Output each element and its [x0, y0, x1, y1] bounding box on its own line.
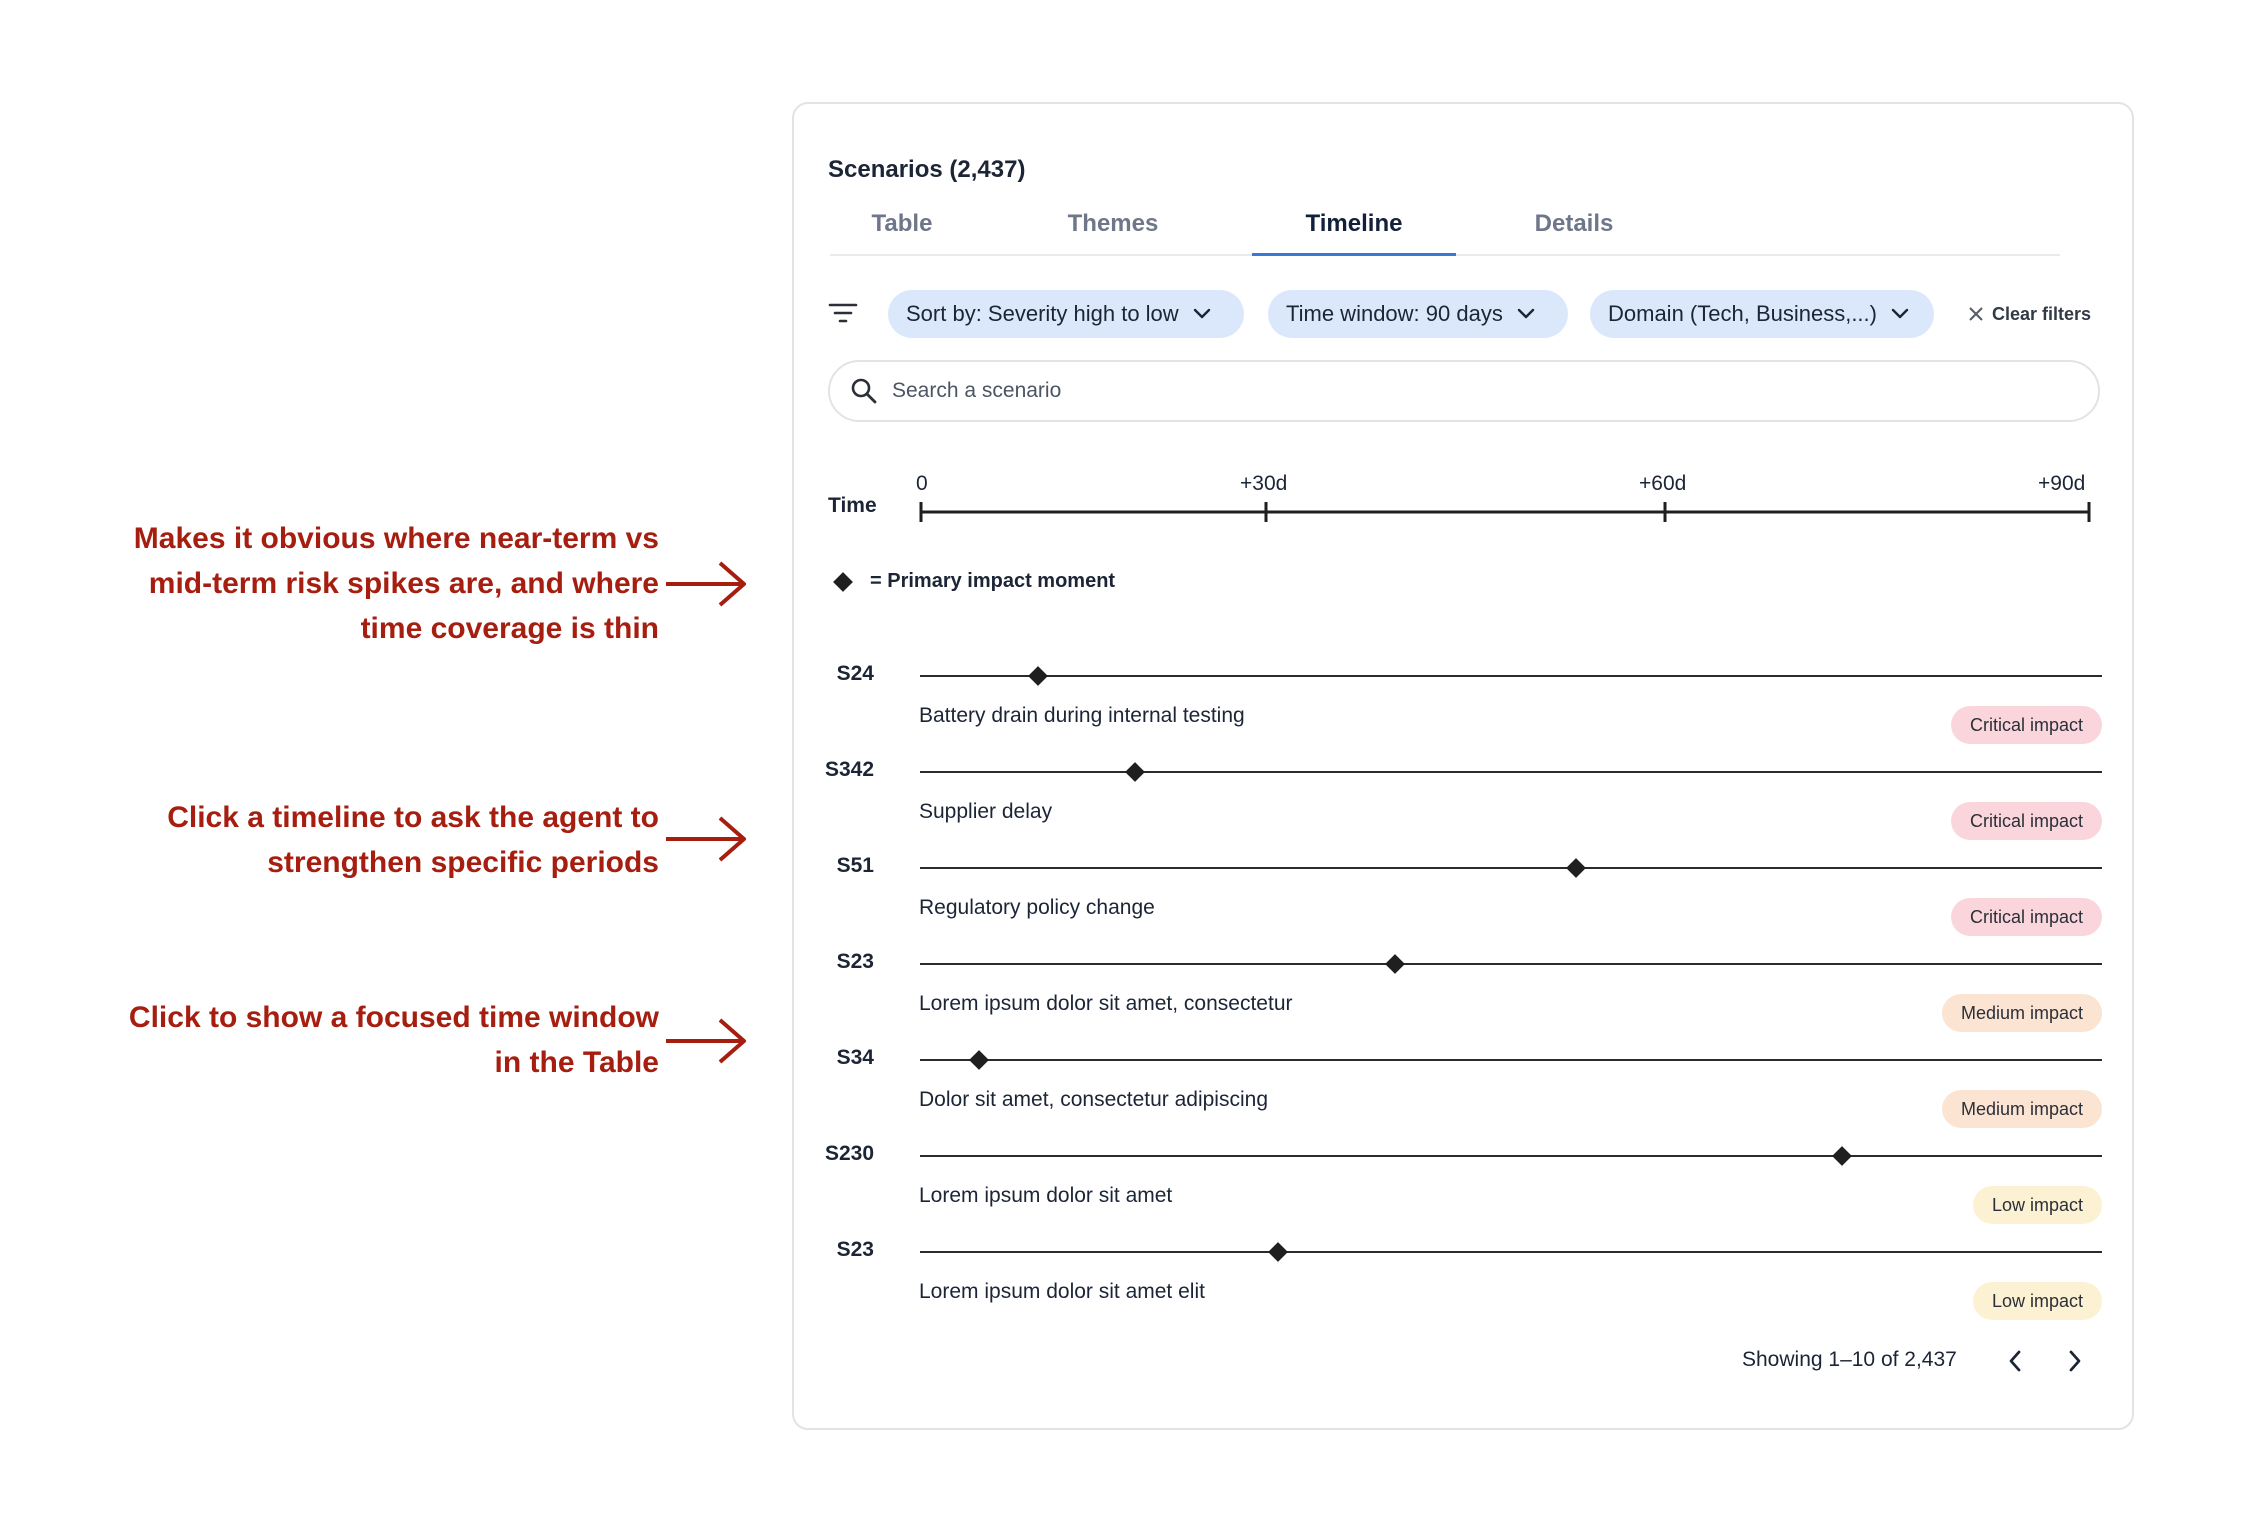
- scenario-id: S342: [824, 758, 874, 781]
- impact-moment-marker[interactable]: [1833, 1146, 1853, 1166]
- impact-moment-marker[interactable]: [969, 1050, 989, 1070]
- scenario-title: Dolor sit amet, consectetur adipiscing: [919, 1088, 1268, 1111]
- close-icon: [1968, 306, 1984, 322]
- impact-badge: Low impact: [1973, 1282, 2102, 1320]
- scenario-timeline[interactable]: [920, 1155, 2102, 1157]
- legend-label: = Primary impact moment: [870, 570, 1116, 592]
- scenario-id: S34: [836, 1046, 874, 1069]
- time-window-chip-label: Time window: 90 days: [1286, 301, 1503, 326]
- scenario-timeline[interactable]: [920, 867, 2102, 869]
- impact-badge: Medium impact: [1942, 994, 2102, 1032]
- chevron-down-icon: [1193, 308, 1211, 320]
- scenario-id: S230: [824, 1142, 874, 1165]
- page-title: Scenarios (2,437): [828, 156, 1026, 183]
- chevron-right-icon: [2068, 1350, 2082, 1372]
- impact-badge: Medium impact: [1942, 1090, 2102, 1128]
- clear-filters-button[interactable]: [1968, 300, 2091, 328]
- search-bar: [828, 360, 2100, 422]
- chevron-down-icon: [1517, 308, 1535, 320]
- scenarios-card: [792, 102, 2134, 1430]
- scenario-timeline[interactable]: [920, 771, 2102, 773]
- impact-badge: Critical impact: [1951, 706, 2102, 744]
- legend: [836, 570, 1115, 593]
- arrow-right-icon: [664, 814, 748, 864]
- scenario-timeline[interactable]: [920, 963, 2102, 965]
- scenario-title: Battery drain during internal testing: [919, 704, 1245, 727]
- impact-moment-marker[interactable]: [1028, 666, 1048, 686]
- tab-table[interactable]: Table: [871, 210, 933, 237]
- tab-bar: [830, 210, 2060, 256]
- tab-timeline[interactable]: Timeline: [1252, 210, 1456, 254]
- annotation-risk-spikes: Makes it obvious where near-term vs mid-term risk spikes are, and where time coverage is thin: [133, 522, 659, 645]
- tab-details[interactable]: Details: [1534, 210, 1614, 237]
- scenario-title: Lorem ipsum dolor sit amet: [919, 1184, 1173, 1207]
- scenario-row: [794, 1126, 2136, 1222]
- chevron-down-icon: [1891, 308, 1909, 320]
- impact-moment-marker[interactable]: [1268, 1242, 1288, 1262]
- scenario-title: Lorem ipsum dolor sit amet elit: [919, 1280, 1205, 1303]
- search-input[interactable]: [890, 378, 1994, 404]
- domain-chip-label: Domain (Tech, Business,...): [1608, 301, 1877, 326]
- scenario-id: S23: [836, 950, 874, 973]
- impact-moment-marker[interactable]: [1566, 858, 1586, 878]
- scenario-id: S24: [836, 662, 874, 685]
- sort-chip-label: Sort by: Severity high to low: [906, 301, 1179, 326]
- scenario-row: [794, 742, 2136, 838]
- next-page-button[interactable]: [2058, 1344, 2092, 1378]
- diamond-icon: [833, 572, 853, 592]
- tick-label-60d: +60d: [1639, 472, 1687, 495]
- tick-label-30d: +30d: [1240, 472, 1288, 495]
- chevron-left-icon: [2008, 1350, 2022, 1372]
- scenario-id: S23: [836, 1238, 874, 1261]
- scenario-title: Lorem ipsum dolor sit amet, consectetur: [919, 992, 1293, 1015]
- time-axis-title: Time: [828, 494, 877, 517]
- arrow-right-icon: [664, 559, 748, 609]
- sort-chip[interactable]: [888, 290, 1244, 338]
- time-window-chip[interactable]: [1268, 290, 1568, 338]
- scenario-row: [794, 1030, 2136, 1126]
- arrow-right-icon: [664, 1016, 748, 1066]
- scenario-id: S51: [836, 854, 874, 877]
- prev-page-button[interactable]: [1998, 1344, 2032, 1378]
- scenario-timeline[interactable]: [920, 1251, 2102, 1253]
- clear-filters-label: Clear filters: [1992, 303, 2092, 324]
- scenario-row: [794, 838, 2136, 934]
- impact-badge: Low impact: [1973, 1186, 2102, 1224]
- impact-moment-marker[interactable]: [1125, 762, 1145, 782]
- impact-badge: Critical impact: [1951, 802, 2102, 840]
- scenario-timeline[interactable]: [920, 1059, 2102, 1061]
- scenario-row: [794, 1222, 2136, 1318]
- pagination-summary: Showing 1–10 of 2,437: [1742, 1348, 1957, 1371]
- impact-moment-marker[interactable]: [1385, 954, 1405, 974]
- annotation-click-timeline: Click a timeline to ask the agent to strengthen specific periods: [167, 801, 659, 879]
- filter-icon[interactable]: [828, 298, 858, 328]
- scenario-title: Supplier delay: [919, 800, 1053, 823]
- domain-chip[interactable]: [1590, 290, 1934, 338]
- tick-label-0: 0: [916, 472, 928, 495]
- search-icon: [850, 377, 878, 405]
- tick-label-90d: +90d: [2038, 472, 2086, 495]
- impact-badge: Critical impact: [1951, 898, 2102, 936]
- tab-themes[interactable]: Themes: [1067, 210, 1159, 237]
- scenario-row: [794, 934, 2136, 1030]
- time-axis: [794, 464, 2136, 524]
- scenario-row: [794, 646, 2136, 742]
- scenario-title: Regulatory policy change: [919, 896, 1155, 919]
- scenario-timeline[interactable]: [920, 675, 2102, 677]
- annotation-focused-window: Click to show a focused time window in the Table: [128, 1001, 659, 1079]
